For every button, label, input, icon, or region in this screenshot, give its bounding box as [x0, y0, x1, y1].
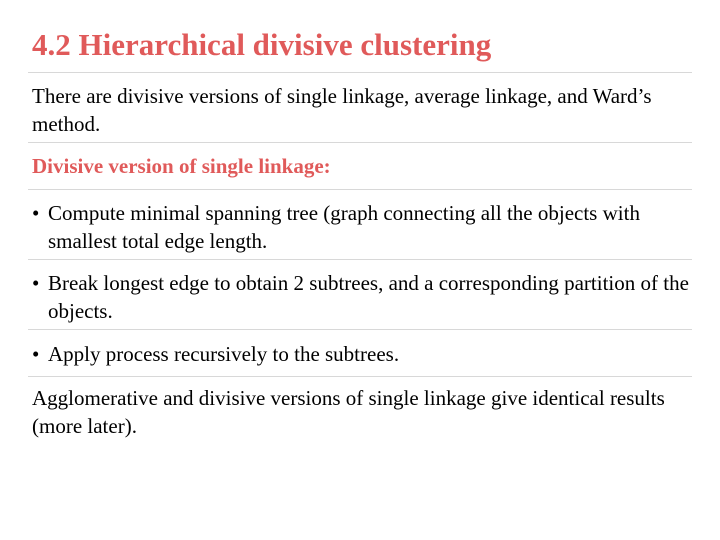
bullet-text: Apply process recursively to the subtrees.	[48, 342, 400, 366]
bullet-glyph: •	[32, 271, 40, 295]
bullet-item	[32, 340, 692, 368]
conclusion-paragraph: Agglomerative and divisive versions of single linkage give identical results (more later).	[32, 386, 665, 438]
divider	[28, 72, 692, 73]
bullet-glyph: •	[32, 201, 40, 225]
section-subheading: Divisive version of single linkage:	[32, 154, 331, 178]
bullet-glyph: •	[32, 342, 40, 366]
intro-paragraph: There are divisive versions of single linkage, average linkage, and Ward’s method.	[32, 84, 652, 136]
divider	[28, 259, 692, 260]
divider	[28, 189, 692, 190]
divider	[28, 142, 692, 143]
bullet-item	[32, 199, 692, 255]
divider	[28, 376, 692, 377]
bullet-text: Break longest edge to obtain 2 subtrees, and a corresponding partition of the objects.	[48, 271, 689, 323]
bullet-text: Compute minimal spanning tree (graph connecting all the objects with smallest total edge length.	[48, 201, 640, 253]
slide-title: 4.2 Hierarchical divisive clustering	[32, 27, 492, 62]
bullet-item	[32, 269, 692, 325]
divider	[28, 329, 692, 330]
